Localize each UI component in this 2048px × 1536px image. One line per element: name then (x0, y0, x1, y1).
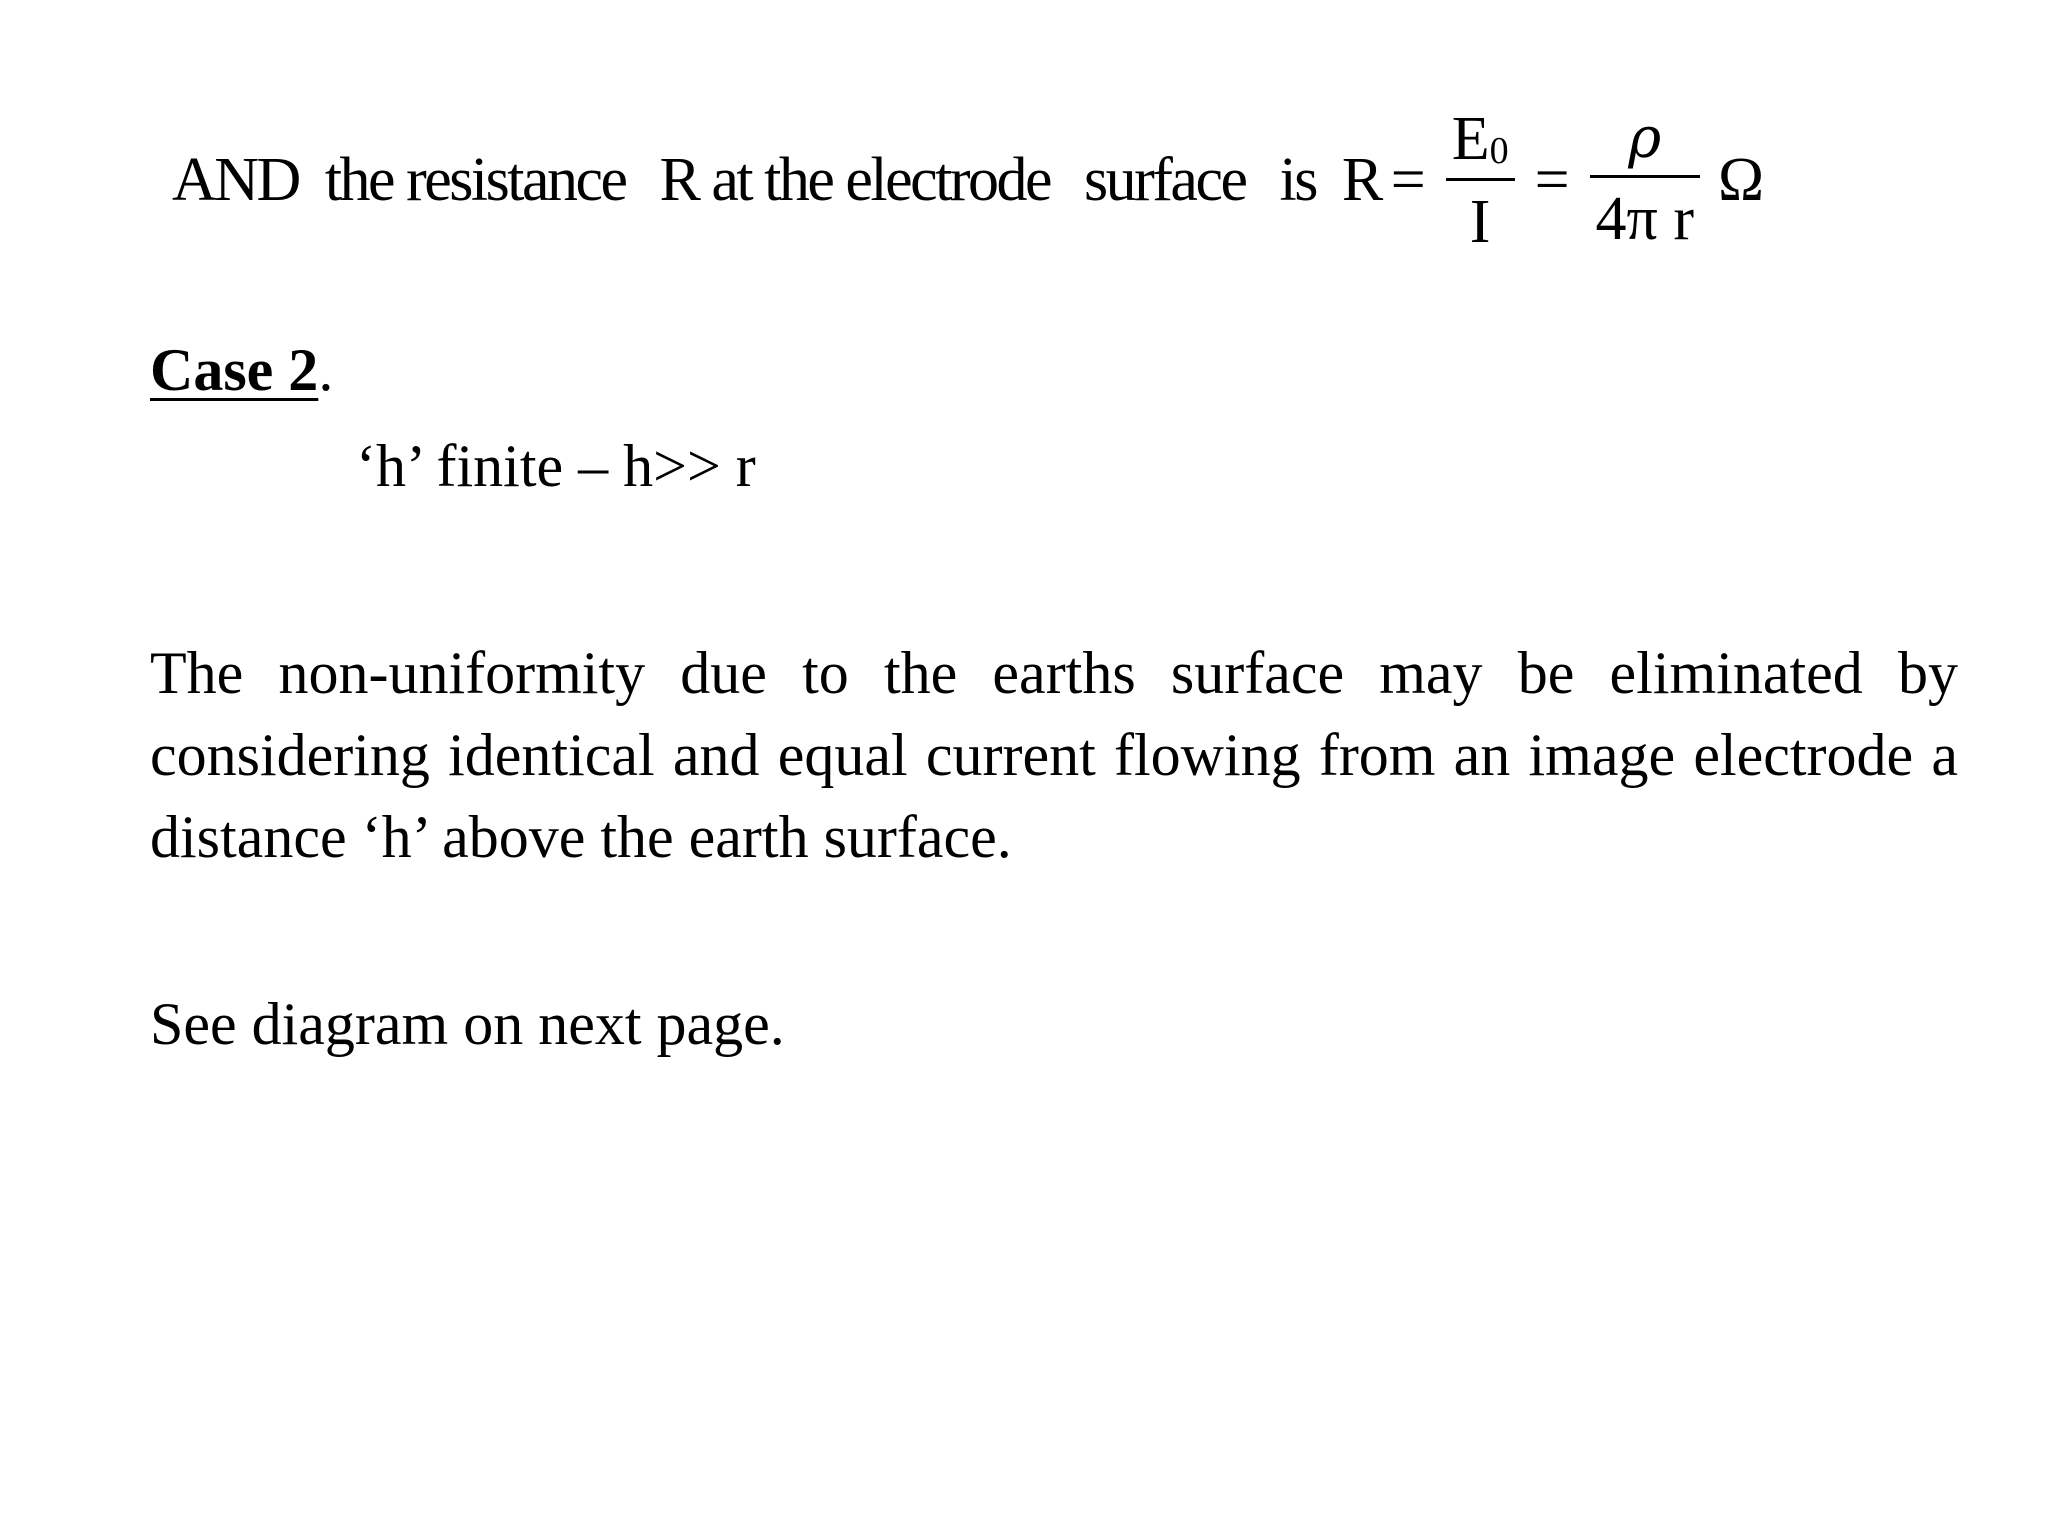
formula-word-surface: surface (1084, 145, 1246, 214)
resistance-formula-line (172, 100, 1932, 260)
fraction-e0-numerator (1446, 104, 1515, 173)
case-heading-period: . (318, 337, 334, 403)
formula-word-is: is (1279, 145, 1316, 214)
fraction-4pi-r-denominator: 4π r (1595, 184, 1694, 253)
case-heading (150, 336, 333, 405)
fraction-rho-over-4pi-r (1590, 105, 1700, 253)
next-page-note: See diagram on next page. (150, 991, 785, 1057)
case-heading-label: Case 2 (150, 337, 319, 403)
ohm-unit: Ω (1717, 145, 1765, 214)
formula-lhs: R (1341, 145, 1381, 214)
fraction-rho-numerator: ρ (1628, 105, 1662, 171)
formula-equals-2: = (1534, 145, 1570, 214)
case-subtitle: ‘h’ finite – h>> r (356, 433, 756, 499)
formula-word-and: AND (172, 145, 299, 214)
formula-word-electrode: R at the electrode (659, 145, 1051, 214)
formula-word-resistance: the resistance (324, 145, 626, 214)
formula-equals-1: = (1390, 145, 1426, 214)
fraction-bar-2 (1590, 175, 1700, 178)
e-symbol: E (1451, 104, 1490, 173)
fraction-e0-over-i (1446, 104, 1515, 256)
subscript-zero: 0 (1489, 129, 1509, 172)
fraction-i-denominator: I (1469, 187, 1491, 256)
fraction-bar-1 (1446, 178, 1515, 181)
body-paragraph: The non-uniformity due to the earths surface may be eliminated by considering identical and equal current flowing from an image electrode a distance ‘h’ above the earth surface. (150, 640, 1958, 870)
